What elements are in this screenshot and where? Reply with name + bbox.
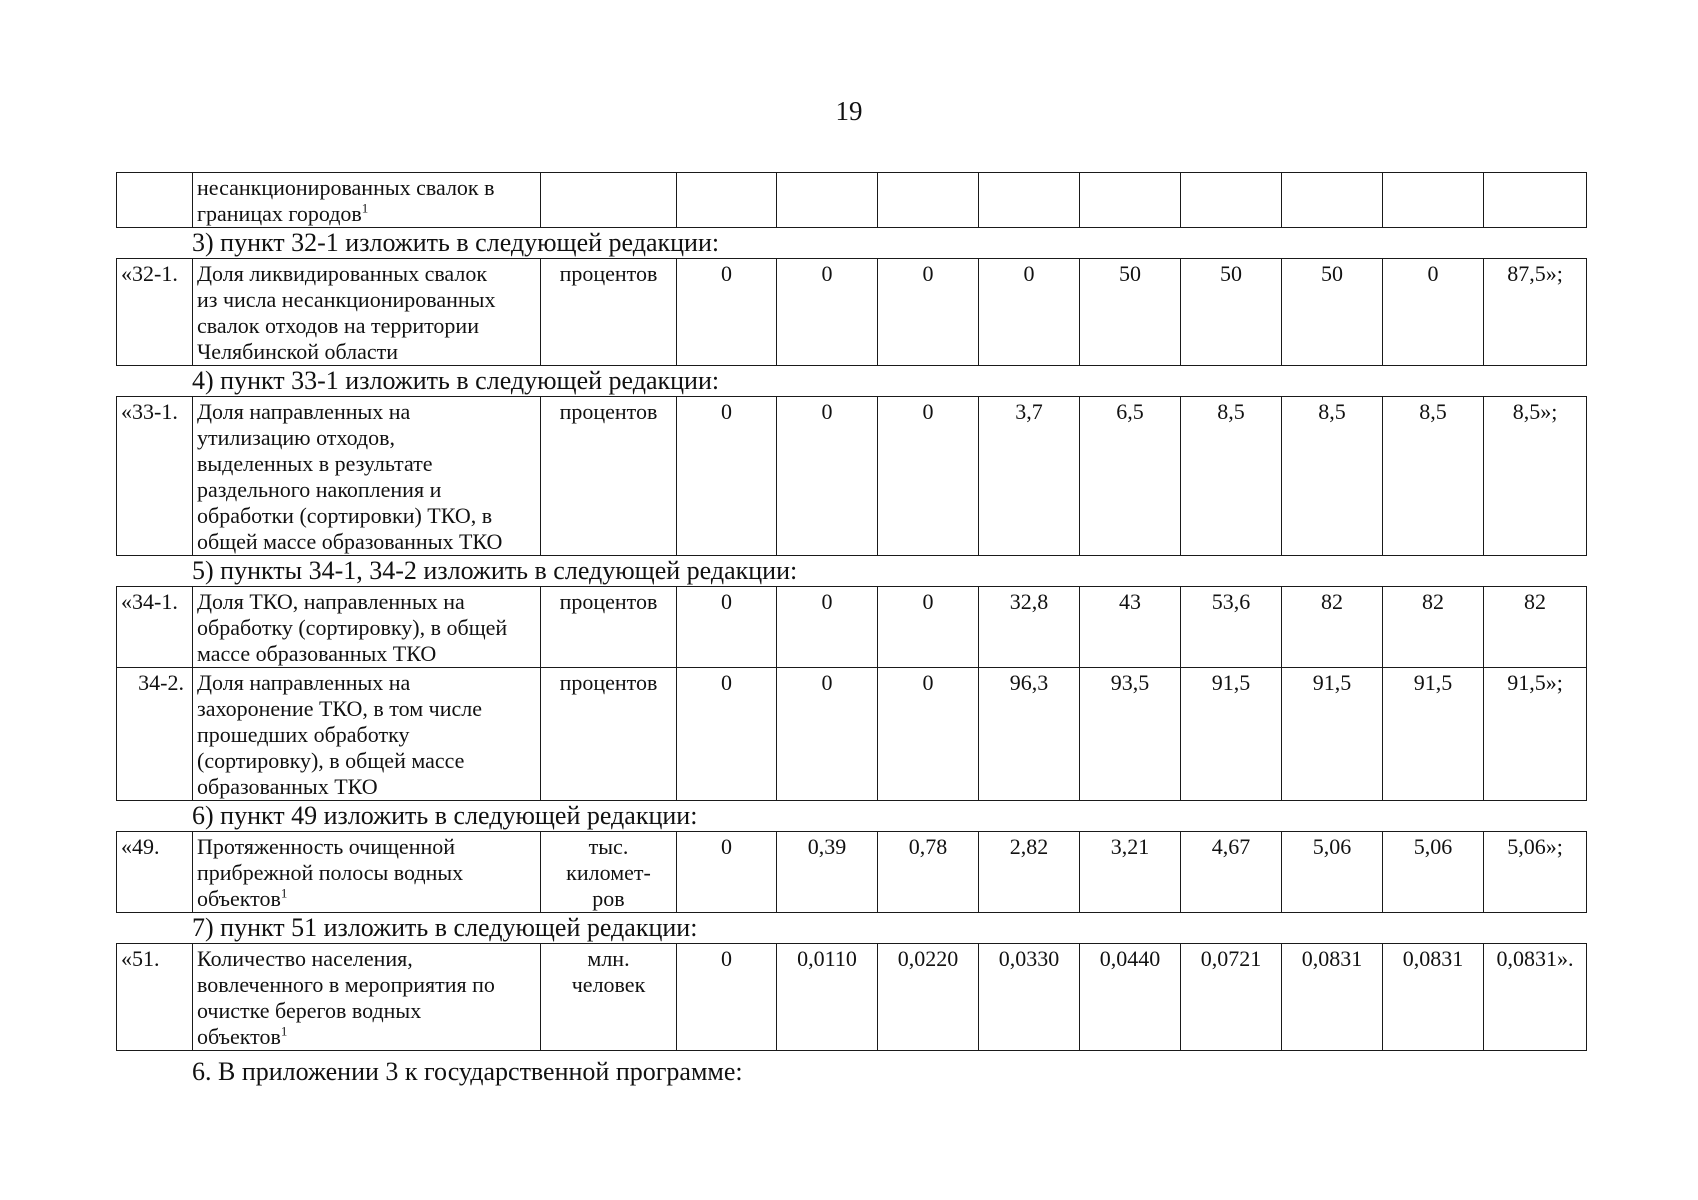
table-row: [117, 397, 1587, 556]
unit-cell: [541, 944, 677, 1051]
value-cell: 96,3: [979, 668, 1080, 801]
value-cell: 0: [677, 668, 777, 801]
value-cell: [1282, 173, 1383, 228]
value-cell: [1383, 173, 1484, 228]
value-cell: 0,0440: [1080, 944, 1181, 1051]
description-line: прошедших обработку: [197, 722, 410, 747]
row-description-cell: [193, 832, 541, 913]
unit-line: млн.: [587, 946, 630, 971]
value-cell: 0: [677, 259, 777, 366]
description-line: объектов: [197, 1024, 281, 1049]
table-row: [117, 259, 1587, 366]
value-cell: 50: [1282, 259, 1383, 366]
description-line: Доля направленных на: [197, 670, 411, 695]
value-cell: [878, 173, 979, 228]
value-cell: 0,0831: [1282, 944, 1383, 1051]
value-cell: 0: [777, 259, 878, 366]
indicator-table: [116, 258, 1587, 366]
value-cell: 0: [777, 668, 878, 801]
description-line: свалок отходов на территории: [197, 313, 479, 338]
value-cell: 3,21: [1080, 832, 1181, 913]
value-cell: 0,0831».: [1484, 944, 1587, 1051]
row-number-cell: «51.: [117, 944, 193, 1051]
value-cell: 0: [777, 397, 878, 556]
unit-line: километ-: [566, 860, 651, 885]
value-cell: 0,0220: [878, 944, 979, 1051]
unit-line: процентов: [559, 670, 658, 695]
unit-cell: [541, 668, 677, 801]
unit-cell: [541, 259, 677, 366]
description-line: обработку (сортировку), в общей: [197, 615, 508, 640]
row-number-cell: 34-2.: [117, 668, 193, 801]
description-line: прибрежной полосы водных: [197, 860, 464, 885]
value-cell: 91,5: [1383, 668, 1484, 801]
value-cell: 5,06: [1383, 832, 1484, 913]
value-cell: 82: [1383, 587, 1484, 668]
value-cell: 8,5: [1282, 397, 1383, 556]
indicator-table: [116, 396, 1587, 556]
value-cell: [677, 173, 777, 228]
value-cell: [777, 173, 878, 228]
section-heading: 5) пункты 34-1, 34-2 изложить в следующей редакции:: [192, 556, 798, 585]
row-description-cell: [193, 587, 541, 668]
value-cell: 0,0330: [979, 944, 1080, 1051]
row-number-cell: «32-1.: [117, 259, 193, 366]
footnote-mark: 1: [280, 885, 288, 901]
description-line: объектов: [197, 886, 281, 911]
value-cell: 32,8: [979, 587, 1080, 668]
value-cell: 0,78: [878, 832, 979, 913]
row-description-cell: [193, 668, 541, 801]
indicator-table: [116, 831, 1587, 913]
table-row: [117, 587, 1587, 668]
value-cell: 91,5»;: [1484, 668, 1587, 801]
value-cell: 5,06»;: [1484, 832, 1587, 913]
description-line: выделенных в результате: [197, 451, 433, 476]
value-cell: 82: [1484, 587, 1587, 668]
value-cell: [979, 173, 1080, 228]
footnote-mark: 1: [361, 200, 369, 216]
row-description-cell: [193, 397, 541, 556]
row-number-cell: [117, 173, 193, 228]
row-number-cell: «33-1.: [117, 397, 193, 556]
value-cell: 0: [878, 668, 979, 801]
description-line: утилизацию отходов,: [197, 425, 396, 450]
value-cell: 8,5: [1181, 397, 1282, 556]
unit-cell: [541, 832, 677, 913]
description-line: раздельного накопления и: [197, 477, 442, 502]
row-number-cell: «49.: [117, 832, 193, 913]
footnote-mark: 1: [280, 1023, 288, 1039]
unit-line: процентов: [559, 261, 658, 286]
unit-line: ров: [592, 886, 625, 911]
description-line: из числа несанкционированных: [197, 287, 496, 312]
table-row: [117, 832, 1587, 913]
value-cell: 0: [878, 397, 979, 556]
value-cell: 53,6: [1181, 587, 1282, 668]
description-line: обработки (сортировки) ТКО, в: [197, 503, 493, 528]
section-heading: 6) пункт 49 изложить в следующей редакции:: [192, 801, 698, 830]
value-cell: 43: [1080, 587, 1181, 668]
unit-cell: [541, 173, 677, 228]
unit-cell: [541, 397, 677, 556]
description-line: массе образованных ТКО: [197, 641, 437, 666]
value-cell: 0: [677, 944, 777, 1051]
description-line: границах городов: [197, 201, 362, 226]
description-line: несанкционированных свалок в: [197, 175, 495, 200]
value-cell: 93,5: [1080, 668, 1181, 801]
value-cell: [1080, 173, 1181, 228]
row-description-cell: [193, 944, 541, 1051]
section-heading: 4) пункт 33-1 изложить в следующей редакции:: [192, 366, 720, 395]
value-cell: 0: [878, 259, 979, 366]
value-cell: 0,0110: [777, 944, 878, 1051]
value-cell: 8,5»;: [1484, 397, 1587, 556]
description-line: Протяженность очищенной: [197, 834, 456, 859]
value-cell: 0,0721: [1181, 944, 1282, 1051]
description-line: общей массе образованных ТКО: [197, 529, 503, 554]
section-heading: 7) пункт 51 изложить в следующей редакции:: [192, 913, 698, 942]
value-cell: 0: [878, 587, 979, 668]
value-cell: 87,5»;: [1484, 259, 1587, 366]
description-line: образованных ТКО: [197, 774, 378, 799]
table-row: [117, 668, 1587, 801]
description-line: очистке берегов водных: [197, 998, 422, 1023]
value-cell: [1181, 173, 1282, 228]
value-cell: 8,5: [1383, 397, 1484, 556]
table-row: [117, 173, 1587, 228]
description-line: Количество населения,: [197, 946, 413, 971]
value-cell: 3,7: [979, 397, 1080, 556]
unit-cell: [541, 587, 677, 668]
indicator-table: [116, 943, 1587, 1051]
document-body: [116, 172, 1586, 1087]
value-cell: 0: [677, 832, 777, 913]
value-cell: 91,5: [1181, 668, 1282, 801]
value-cell: 6,5: [1080, 397, 1181, 556]
value-cell: 50: [1080, 259, 1181, 366]
value-cell: 2,82: [979, 832, 1080, 913]
section-heading: 3) пункт 32-1 изложить в следующей редакции:: [192, 228, 720, 257]
value-cell: 0: [979, 259, 1080, 366]
value-cell: 50: [1181, 259, 1282, 366]
unit-line: процентов: [559, 399, 658, 424]
value-cell: 82: [1282, 587, 1383, 668]
continuation-table: [116, 172, 1587, 228]
description-line: Доля ТКО, направленных на: [197, 589, 465, 614]
amendment-sections: [116, 228, 1586, 1051]
value-cell: 4,67: [1181, 832, 1282, 913]
page-number: 19: [835, 96, 863, 126]
description-line: Челябинской области: [197, 339, 399, 364]
value-cell: 0,39: [777, 832, 878, 913]
row-number-cell: «34-1.: [117, 587, 193, 668]
row-description-cell: [193, 173, 541, 228]
closing-paragraph: 6. В приложении 3 к государственной программе:: [192, 1057, 743, 1086]
description-line: Доля направленных на: [197, 399, 411, 424]
value-cell: 0: [1383, 259, 1484, 366]
row-description-cell: [193, 259, 541, 366]
value-cell: 5,06: [1282, 832, 1383, 913]
unit-line: процентов: [559, 589, 658, 614]
value-cell: 0: [777, 587, 878, 668]
table-row: [117, 944, 1587, 1051]
indicator-table: [116, 586, 1587, 801]
value-cell: 0: [677, 587, 777, 668]
value-cell: 91,5: [1282, 668, 1383, 801]
description-line: (сортировку), в общей массе: [197, 748, 465, 773]
description-line: захоронение ТКО, в том числе: [197, 696, 482, 721]
value-cell: 0: [677, 397, 777, 556]
value-cell: [1484, 173, 1587, 228]
unit-line: тыс.: [588, 834, 629, 859]
unit-line: человек: [571, 972, 646, 997]
description-line: Доля ликвидированных свалок: [197, 261, 488, 286]
description-line: вовлеченного в мероприятия по: [197, 972, 495, 997]
value-cell: 0,0831: [1383, 944, 1484, 1051]
